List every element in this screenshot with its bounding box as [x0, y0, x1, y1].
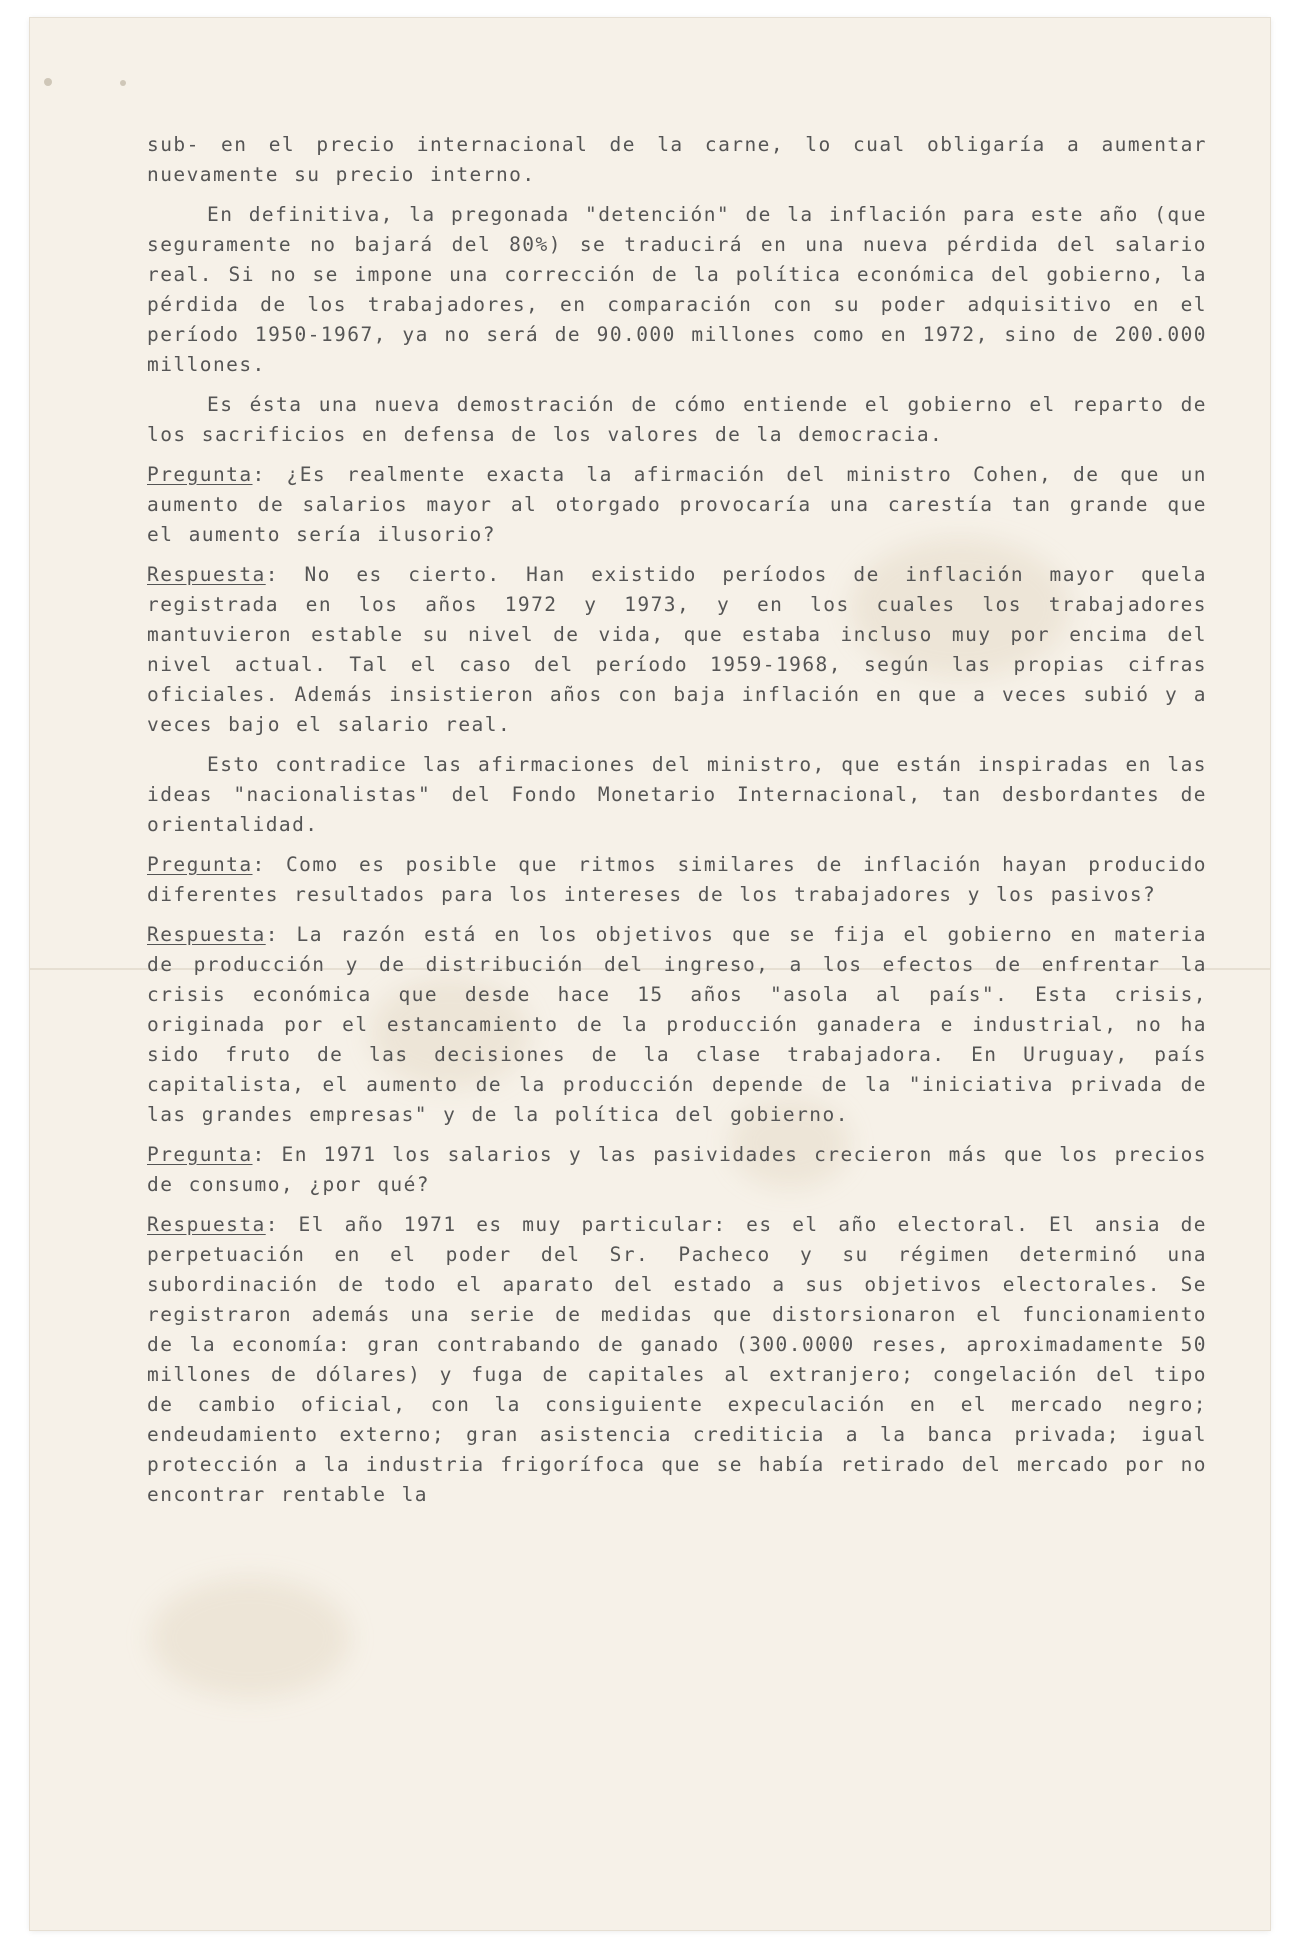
paragraph-answer	[147, 920, 1207, 1130]
paragraph-question	[147, 460, 1207, 550]
paragraph	[147, 390, 1207, 450]
answer-label: Respuesta	[147, 1213, 266, 1236]
paragraph-text: : El año 1971 es muy particular: es el año electoral. El ansia de perpetuación en el poder del Sr. Pacheco y su régimen determinó una subordinación de todo el aparato del estado a sus objetivos electorales. Se registraron además una serie de medidas que distorsionaron el funcionamiento de la economía: gran contrabando de ganado (300.0000 reses, aproximadamente 50 millones de dólares) y fuga de capitales al extranjero; congelación del tipo de cambio oficial, con la consiguiente expeculación en el mercado negro; endeudamiento externo; gran asistencia crediticia a la banca privada; igual protección a la industria frigorífoca que se había retirado del mercado por no encontrar rentable la	[147, 1213, 1207, 1506]
paragraph-answer	[147, 560, 1207, 740]
paragraph-text: : ¿Es realmente exacta la afirmación del ministro Cohen, de que un aumento de salarios mayor al otorgado provocaría una carestía tan grande que el aumento sería ilusorio?	[147, 463, 1207, 546]
answer-label: Respuesta	[147, 923, 266, 946]
paragraph	[147, 750, 1207, 840]
paragraph-text: : No es cierto. Han existido períodos de inflación mayor quela registrada en los años 1972 y 1973, y en los cuales los trabajadores mantuvieron estable su nivel de vida, que estaba incluso muy por encima del nivel actual. Tal el caso del período 1959-1968, según las propias cifras oficiales. Además insistieron años con baja inflación en que a veces subió y a veces bajo el salario real.	[147, 563, 1207, 736]
question-label: Pregunta	[147, 1143, 253, 1166]
paper-stain	[150, 1578, 350, 1698]
paragraph-text: sub- en el precio internacional de la carne, lo cual obligaría a aumentar nuevamente su precio interno.	[147, 133, 1207, 186]
paragraph-question	[147, 1140, 1207, 1200]
paper-mark	[44, 78, 52, 86]
paragraph-answer	[147, 1210, 1207, 1510]
paragraph	[147, 200, 1207, 380]
paragraph-text: : Como es posible que ritmos similares de inflación hayan producido diferentes resultados para los intereses de los trabajadores y los pasivos?	[147, 853, 1207, 906]
document-body	[147, 130, 1207, 1520]
paragraph-text: Esto contradice las afirmaciones del ministro, que están inspiradas en las ideas "nacionalistas" del Fondo Monetario Internacional, tan desbordantes de orientalidad.	[147, 753, 1207, 836]
paragraph-text: : En 1971 los salarios y las pasividades crecieron más que los precios de consumo, ¿por qué?	[147, 1143, 1207, 1196]
paragraph-text: En definitiva, la pregonada "detención" de la inflación para este año (que seguramente no bajará del 80%) se traducirá en una nueva pérdida del salario real. Si no se impone una corrección de la política económica del gobierno, la pérdida de los trabajadores, en comparación con su poder adquisitivo en el período 1950-1967, ya no será de 90.000 millones como en 1972, sino de 200.000 millones.	[147, 203, 1207, 376]
question-label: Pregunta	[147, 853, 253, 876]
paragraph-text: Es ésta una nueva demostración de cómo entiende el gobierno el reparto de los sacrificios en defensa de los valores de la democracia.	[147, 393, 1207, 446]
paper-mark	[120, 80, 126, 86]
answer-label: Respuesta	[147, 563, 266, 586]
question-label: Pregunta	[147, 463, 253, 486]
paper-sheet	[30, 18, 1270, 1930]
paragraph-question	[147, 850, 1207, 910]
paragraph-text: : La razón está en los objetivos que se fija el gobierno en materia de producción y de distribución del ingreso, a los efectos de enfrentar la crisis económica que desde hace 15 años "asola al país". Esta crisis, originada por el estancamiento de la producción ganadera e industrial, no ha sido fruto de las decisiones de la clase trabajadora. En Uruguay, país capitalista, el aumento de la producción depende de la "iniciativa privada de las grandes empresas" y de la política del gobierno.	[147, 923, 1207, 1126]
paragraph	[147, 130, 1207, 190]
